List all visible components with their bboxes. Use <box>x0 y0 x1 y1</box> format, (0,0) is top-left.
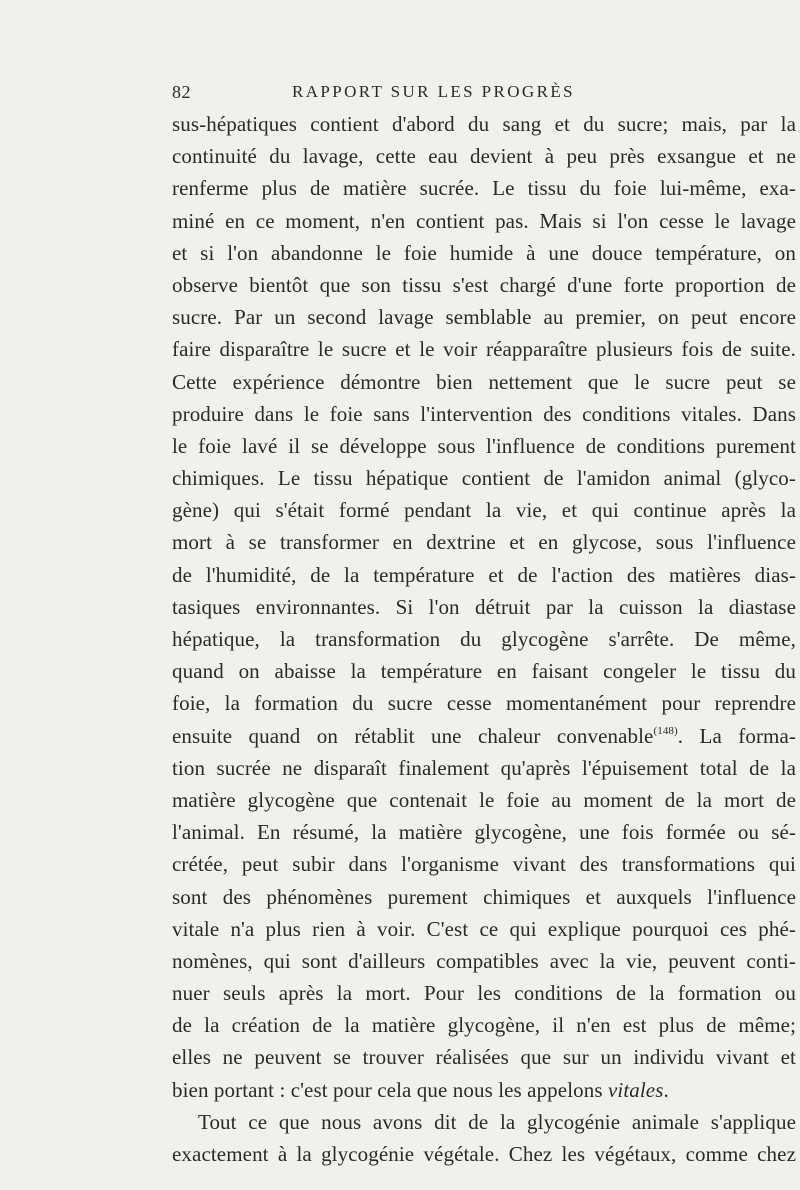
text-line: vitale n'a plus rien à voir. C'est ce qui explique pourquoi ces phé- <box>172 916 796 941</box>
text-line: foie, la formation du sucre cesse momentanément pour reprendre <box>172 691 796 716</box>
text-line: renferme plus de matière sucrée. Le tissu du foie lui-même, exa- <box>172 176 796 201</box>
text-line: miné en ce moment, n'en contient pas. Mais si l'on cesse le lavage <box>172 208 796 233</box>
text-line: sus-hépatiques contient d'abord du sang et du sucre; mais, par la <box>172 112 796 136</box>
text-line: sucre. Par un second lavage semblable au premier, on peut encore <box>172 305 796 330</box>
footnote-reference: (148) <box>653 724 678 737</box>
paragraph-end-line <box>172 1074 796 1106</box>
text-line-with-footnote <box>172 720 796 752</box>
text-line: matière glycogène que contenait le foie au moment de la mort de <box>172 787 796 812</box>
text-fragment: ensuite quand on rétablit une chaleur convenable <box>172 723 654 748</box>
text-line: tasiques environnantes. Si l'on détruit par la cuisson la diastase <box>172 594 796 619</box>
text-line: exactement à la glycogénie végétale. Chez les végétaux, comme chez <box>172 1142 796 1166</box>
text-line: chimiques. Le tissu hépatique contient de l'amidon animal (glyco- <box>172 466 796 491</box>
text-line: l'animal. En résumé, la matière glycogène, une fois formée ou sé- <box>172 820 796 845</box>
text-line: nomènes, qui sont d'ailleurs compatibles avec la vie, peuvent conti- <box>172 948 796 973</box>
text-line: de la création de la matière glycogène, il n'en est plus de même; <box>172 1013 796 1038</box>
text-fragment: bien portant : c'est pour cela que nous les appelons <box>172 1077 608 1102</box>
text-line: de l'humidité, de la température et de l'action des matières dias- <box>172 562 796 587</box>
text-fragment: . <box>663 1077 669 1102</box>
body-text <box>172 108 796 1170</box>
italic-word: vitales <box>607 1077 664 1102</box>
text-line: nuer seuls après la mort. Pour les conditions de la formation ou <box>172 981 796 1006</box>
text-line: et si l'on abandonne le foie humide à une douce température, on <box>172 240 796 265</box>
text-fragment: . La forma- <box>677 723 796 748</box>
running-title: RAPPORT SUR LES PROGRÈS <box>292 82 575 101</box>
running-head <box>172 82 800 106</box>
text-line: gène) qui s'était formé pendant la vie, et qui continue après la <box>172 498 796 523</box>
text-line: le foie lavé il se développe sous l'influence de conditions purement <box>172 433 796 458</box>
page-number: 82 <box>172 82 191 102</box>
text-line: tion sucrée ne disparaît finalement qu'après l'épuisement total de la <box>172 755 796 780</box>
text-line: observe bientôt que son tissu s'est chargé d'une forte proportion de <box>172 272 796 297</box>
text-line: continuité du lavage, cette eau devient à peu près exsangue et ne <box>172 144 796 169</box>
text-line: faire disparaître le sucre et le voir réapparaître plusieurs fois de suite. <box>172 337 796 362</box>
text-line: crétée, peut subir dans l'organisme vivant des transformations qui <box>172 852 796 877</box>
text-line: sont des phénomènes purement chimiques et auxquels l'influence <box>172 884 796 909</box>
text-line: mort à se transformer en dextrine et en glycose, sous l'influence <box>172 530 796 555</box>
text-line: Cette expérience démontre bien nettement que le sucre peut se <box>172 369 796 394</box>
text-line: hépatique, la transformation du glycogène s'arrête. De même, <box>172 627 796 651</box>
text-line: elles ne peuvent se trouver réalisées que sur un individu vivant et <box>172 1045 796 1070</box>
paragraph-start-line: Tout ce que nous avons dit de la glycogénie animale s'applique <box>198 1109 796 1134</box>
text-line: quand on abaisse la température en faisant congeler le tissu du <box>172 659 796 684</box>
text-line: produire dans le foie sans l'intervention des conditions vitales. Dans <box>172 401 796 426</box>
